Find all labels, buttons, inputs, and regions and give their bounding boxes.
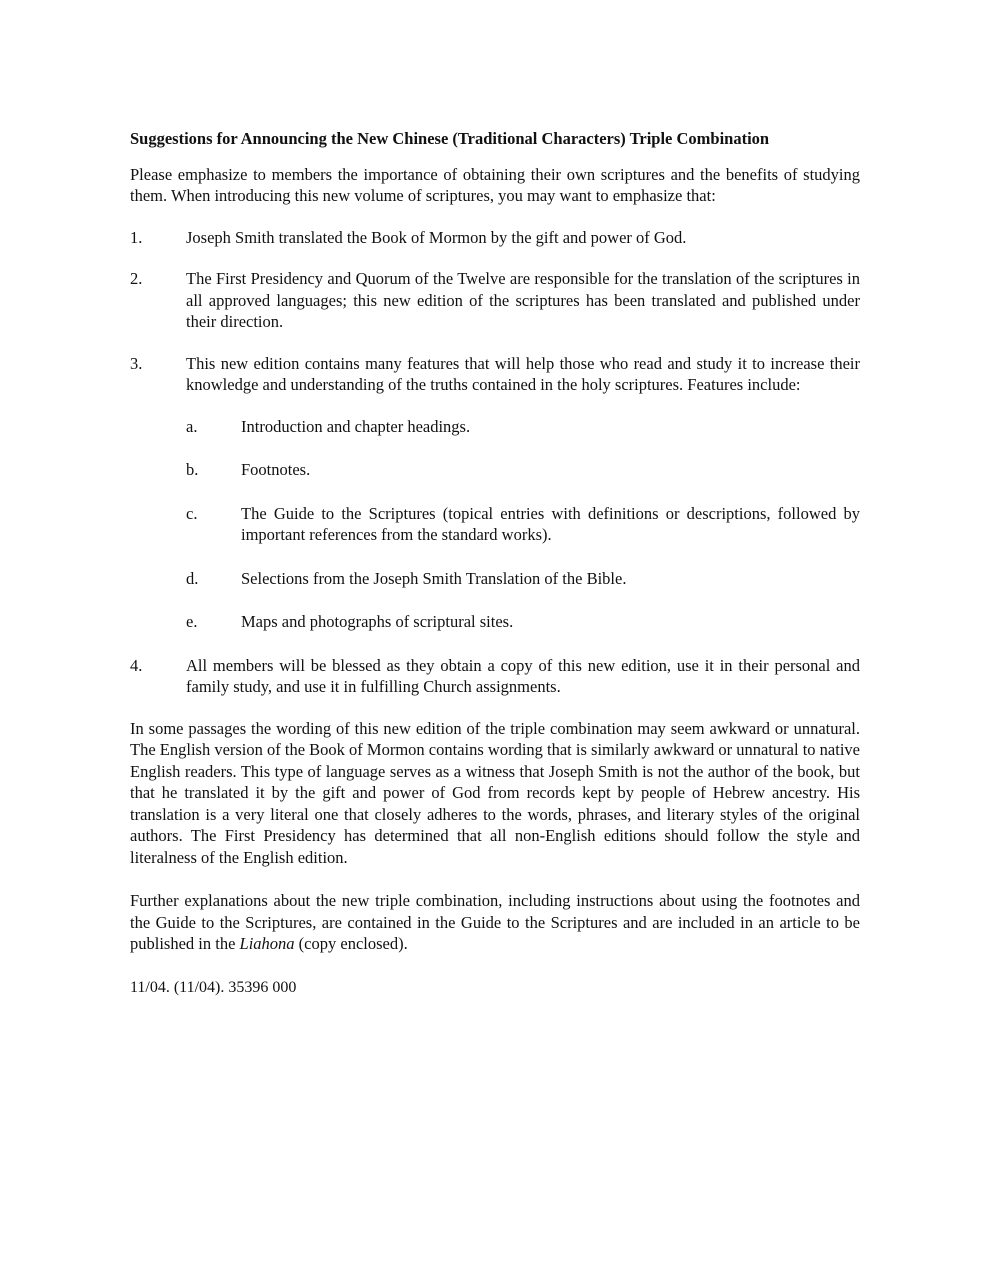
feature-text: The Guide to the Scriptures (topical entries with definitions or descriptions, followed by important references from the standard works). — [241, 503, 860, 544]
feature-item — [186, 416, 860, 438]
footer-code: 11/04. (11/04). 35396 000 — [130, 978, 297, 996]
list-item-number: 2. — [130, 269, 143, 288]
feature-item — [186, 503, 860, 546]
list-item — [130, 227, 860, 249]
document-page — [130, 128, 860, 998]
feature-letter: d. — [186, 568, 199, 588]
feature-letter: e. — [186, 612, 198, 631]
feature-letter: b. — [186, 460, 199, 479]
feature-text: Footnotes. — [241, 460, 311, 479]
feature-text: Maps and photographs of scriptural sites. — [241, 612, 514, 631]
further-text-after: (copy enclosed). — [294, 934, 408, 953]
further-text-before: Further explanations about the new triple combination, including instructions about using the footnotes and the Guide to the Scriptures, are contained in the Guide to the Scriptures and are included in an article to be published in the — [130, 891, 860, 953]
list-item-text: The First Presidency and Quorum of the Twelve are responsible for the translation of the scriptures in all approved languages; this new edition of the scriptures has been translated and published under their direction. — [186, 269, 860, 331]
list-item — [130, 655, 860, 698]
list-item — [130, 353, 860, 396]
intro-paragraph: Please emphasize to members the importance of obtaining their own scriptures and the benefits of studying them. When introducing this new volume of scriptures, you may want to emphasize that: — [130, 164, 860, 205]
document-title: Suggestions for Announcing the New Chinese (Traditional Characters) Triple Combination — [130, 129, 770, 148]
feature-letter: a. — [186, 416, 198, 436]
list-item-number: 3. — [130, 353, 143, 373]
list-item-text: Joseph Smith translated the Book of Mormon by the gift and power of God. — [186, 227, 687, 247]
feature-letter: c. — [186, 503, 198, 523]
list-item-text: This new edition contains many features that will help those who read and study it to increase their knowledge and understanding of the truths contained in the holy scriptures. Features include: — [186, 353, 860, 394]
feature-item — [186, 459, 860, 481]
further-paragraph — [130, 890, 860, 955]
feature-text: Introduction and chapter headings. — [241, 416, 471, 436]
list-item — [130, 268, 860, 333]
list-item-number: 4. — [130, 655, 143, 675]
feature-item — [186, 611, 860, 633]
feature-item — [186, 568, 860, 590]
list-item-text: All members will be blessed as they obtain a copy of this new edition, use it in their personal and family study, and use it in fulfilling Church assignments. — [186, 655, 860, 696]
list-item-number: 1. — [130, 227, 143, 247]
feature-text: Selections from the Joseph Smith Translation of the Bible. — [241, 568, 627, 588]
liahona-title: Liahona — [239, 934, 295, 953]
wording-paragraph: In some passages the wording of this new edition of the triple combination may seem awkward or unnatural. The English version of the Book of Mormon contains wording that is similarly awkward or unnatural to native English readers. This type of language serves as a witness that Joseph Smith is not the author of the book, but that he translated it by the gift and power of God from records kept by people of Hebrew ancestry. His translation is a very literal one that closely adheres to the words, phrases, and literary styles of the original authors. The First Presidency has determined that all non-English editions should follow the style and literalness of the English edition. — [130, 718, 860, 867]
